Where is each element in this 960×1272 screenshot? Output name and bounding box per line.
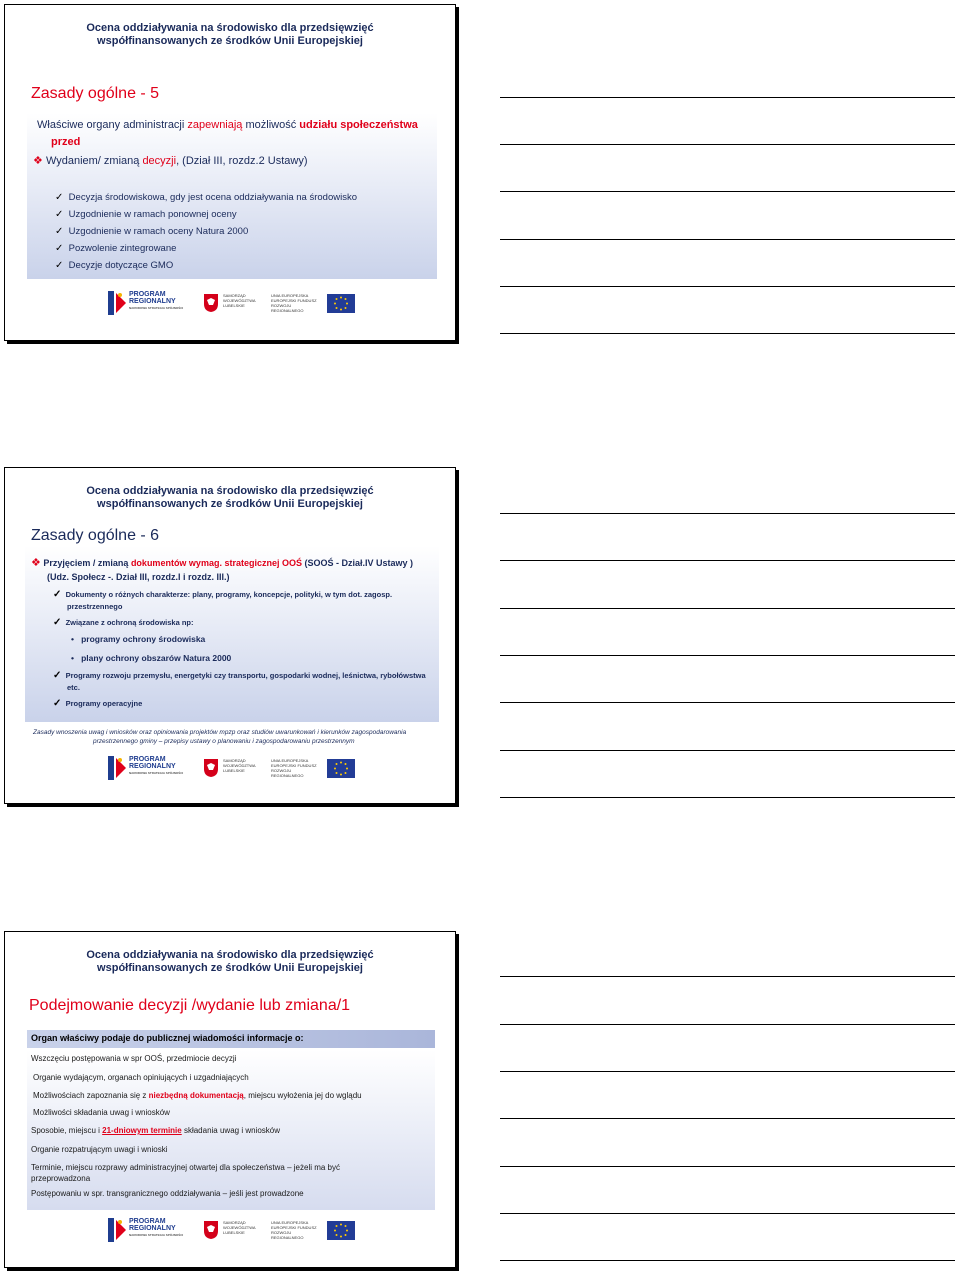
slide-header (5, 22, 455, 48)
lead-text: Organ właściwy podaje do publicznej wiadomości informacje o: (31, 1033, 304, 1043)
note-line (500, 1166, 955, 1167)
eu-flag-icon (327, 294, 355, 313)
info-row: Sposobie, miejscu i 21-dniowym terminie składania uwag i wniosków (31, 1126, 281, 1135)
info-row: Wszczęciu postępowania w spr OOŚ, przedmiocie decyzji (31, 1054, 237, 1063)
info-row: Terminie, miejscu rozprawy administracyjnej otwartej dla społeczeństwa – jeżeli ma być (31, 1163, 341, 1172)
note-line (500, 750, 955, 751)
list-item: ✓ Programy rozwoju przemysłu, energetyki czy transportu, gospodarki wodnej, leśnictwa, rybołówstwa (53, 670, 426, 681)
list-item: ✓ Uzgodnienie w ramach ponownej oceny (55, 209, 237, 220)
header-line-2: współfinansowanych ze środków Unii Europejskiej (97, 35, 363, 47)
info-row: Organie wydającym, organach opiniujących i uzgadniających (33, 1073, 249, 1082)
diamond-bullet-icon: ❖ (33, 155, 43, 167)
note-line (500, 144, 955, 145)
main-bullet: ❖ Wydaniem/ zmianą decyzji, (Dział III, rozdz.2 Ustawy) (33, 155, 308, 167)
eu-flag-icon (327, 759, 355, 778)
list-item: ✓ Programy operacyjne (53, 698, 143, 709)
list-item: ✓ Uzgodnienie w ramach oceny Natura 2000 (55, 226, 249, 237)
note-line (500, 1024, 955, 1025)
program-regionalny-logo: PROGRAM REGIONALNY NARODOWA STRATEGIA SPÓJNOŚCI (105, 1216, 195, 1244)
note-line (500, 239, 955, 240)
header-line-1: Ocena oddziaływania na środowisko dla przedsięwzięć (86, 485, 374, 497)
diamond-bullet-icon: ❖ (31, 557, 41, 569)
info-row-continued: przeprowadzona (31, 1174, 91, 1183)
eu-logo-text: UNIA EUROPEJSKA EUROPEJSKI FUNDUSZ ROZWOJU REGIONALNEGO (271, 758, 317, 778)
logos-strip (105, 1216, 365, 1244)
checkmark-icon: ✓ (53, 698, 62, 709)
info-row: Możliwościach zapoznania się z niezbędną dokumentacją, miejscu wyłożenia jej do wglądu (33, 1091, 362, 1100)
intro-text-continued: przed (51, 136, 81, 148)
coat-of-arms-icon (203, 1220, 219, 1240)
eu-logo-text: UNIA EUROPEJSKA EUROPEJSKI FUNDUSZ ROZWOJU REGIONALNEGO (271, 1220, 317, 1240)
note-line (500, 97, 955, 98)
intro-text: Właściwe organy administracji zapewniają możliwość udziału społeczeństwa (37, 119, 418, 131)
footnote-line-2: przestrzennego gminy – przepisy ustawy o planowaniu i zagospodarowaniu przestrzennym (93, 738, 355, 745)
note-line (500, 797, 955, 798)
note-line (500, 1118, 955, 1119)
header-line-1: Ocena oddziaływania na środowisko dla przedsięwzięć (86, 949, 374, 961)
info-row: Postępowaniu w spr. transgranicznego oddziaływania – jeśli jest prowadzone (31, 1189, 304, 1198)
coat-of-arms-icon (203, 758, 219, 778)
list-item: ✓ Decyzje dotyczące GMO (55, 260, 174, 271)
slide-3 (4, 931, 456, 1268)
info-row: Możliwości składania uwag i wniosków (33, 1108, 170, 1117)
eu-flag-icon (327, 1221, 355, 1240)
note-line (500, 1260, 955, 1261)
slide-title: Podejmowanie decyzji /wydanie lub zmiana/1 (29, 997, 351, 1014)
program-regionalny-logo: PROGRAM REGIONALNY NARODOWA STRATEGIA SPÓJNOŚCI (105, 289, 195, 317)
logos-strip (105, 289, 365, 317)
slide-header (5, 949, 455, 975)
note-line (500, 286, 955, 287)
main-bullet: ❖ Przyjęciem / zmianą dokumentów wymag. strategicznej OOŚ (SOOŚ - Dział.IV Ustawy ) (31, 557, 414, 569)
footnote-line-1: Zasady wnoszenia uwag i wniosków oraz opiniowania projektów mpzp oraz studiów uwarunkowań i kierunków zagospodarowania (33, 729, 407, 736)
checkmark-icon: ✓ (53, 589, 62, 600)
checkmark-icon: ✓ (53, 617, 62, 628)
eu-logo-text: UNIA EUROPEJSKA EUROPEJSKI FUNDUSZ ROZWOJU REGIONALNEGO (271, 293, 317, 313)
header-line-2: współfinansowanych ze środków Unii Europejskiej (97, 498, 363, 510)
note-line (500, 1213, 955, 1214)
slide-1 (4, 4, 456, 341)
sub-item: • programy ochrony środowiska (71, 634, 206, 644)
program-regionalny-logo: PROGRAM REGIONALNY NARODOWA STRATEGIA SPÓJNOŚCI (105, 754, 195, 782)
sub-item: • plany ochrony obszarów Natura 2000 (71, 653, 232, 663)
note-line (500, 655, 955, 656)
slide-title: Zasady ogólne - 5 (31, 85, 160, 102)
header-line-2: współfinansowanych ze środków Unii Europejskiej (97, 962, 363, 974)
logos-strip (105, 754, 365, 782)
checkmark-icon: ✓ (55, 226, 64, 237)
note-line (500, 560, 955, 561)
checkmark-icon: ✓ (55, 260, 64, 271)
note-line (500, 608, 955, 609)
list-item: ✓ Decyzja środowiskowa, gdy jest ocena oddziaływania na środowisko (55, 192, 357, 203)
region-logo-text: SAMORZĄD WOJEWÓDZTWA LUBELSKIE (223, 1220, 256, 1235)
checkmark-icon: ✓ (55, 209, 64, 220)
list-item: ✓ Dokumenty o różnych charakterze: plany, programy, koncepcje, polityki, w tym dot. zagosp. (53, 589, 393, 600)
note-line (500, 191, 955, 192)
region-logo-text: SAMORZĄD WOJEWÓDZTWA LUBELSKIE (223, 758, 256, 773)
checkmark-icon: ✓ (55, 243, 64, 254)
slide-2 (4, 467, 456, 804)
main-bullet-continued: (Udz. Społecz -. Dział III, rozdz.I i rozdz. III.) (47, 572, 230, 582)
checkmark-icon: ✓ (53, 670, 62, 681)
checkmark-icon: ✓ (55, 192, 64, 203)
region-logo-text: SAMORZĄD WOJEWÓDZTWA LUBELSKIE (223, 293, 256, 308)
slide-header (5, 485, 455, 511)
list-item: ✓ Związane z ochroną środowiska np: (53, 617, 194, 628)
list-item-continued: etc. (67, 683, 80, 692)
slide-title: Zasady ogólne - 6 (31, 527, 160, 544)
note-line (500, 513, 955, 514)
note-line (500, 976, 955, 977)
header-line-1: Ocena oddziaływania na środowisko dla przedsięwzięć (86, 22, 374, 34)
note-line (500, 333, 955, 334)
list-item-continued: przestrzennego (67, 602, 123, 611)
coat-of-arms-icon (203, 293, 219, 313)
list-item: ✓ Pozwolenie zintegrowane (55, 243, 177, 254)
info-row: Organie rozpatrującym uwagi i wnioski (31, 1145, 168, 1154)
note-line (500, 702, 955, 703)
note-line (500, 1071, 955, 1072)
